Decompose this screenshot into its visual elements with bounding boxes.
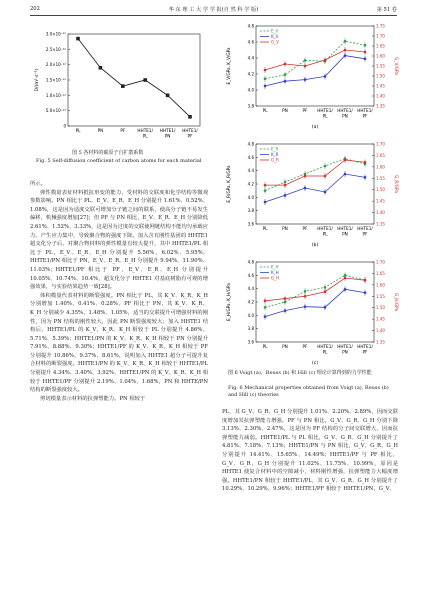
data-point <box>284 63 287 66</box>
data-point <box>364 291 367 294</box>
data-point <box>304 175 307 178</box>
data-point <box>264 78 267 81</box>
y-tick-label: 4.6 <box>247 154 254 160</box>
y2-tick-label: 1.60 <box>376 53 385 59</box>
y2-tick-label: 1.70 <box>376 33 385 39</box>
data-point <box>324 175 327 178</box>
y2-tick-label: 1.50 <box>376 187 385 193</box>
data-point <box>264 315 267 318</box>
y2-tick-label: 1.65 <box>376 152 385 158</box>
fig6b-reuss-chart <box>220 140 400 250</box>
data-point <box>264 85 267 88</box>
y2-tick-label: 1.45 <box>376 83 385 89</box>
y-tick-label: 3.6 <box>247 221 254 227</box>
data-point <box>284 80 287 83</box>
y-axis-label: E_R/GPa, K_R/GPa <box>226 165 231 203</box>
y2-tick-label: 1.45 <box>376 316 385 322</box>
y-tick-label: 4.4 <box>247 55 254 61</box>
panel-label: (b) <box>311 243 319 248</box>
fig6-caption-cn: 图 6 Voigt (a)、Reuss (b) 和 Hill (c) 理论计算得到的力学性能 <box>228 370 372 376</box>
y-axis-label: E_V/GPa, K_V/GPa <box>226 47 231 85</box>
y2-tick-label: 1.70 <box>376 259 385 265</box>
data-line <box>78 39 190 117</box>
x-tick-label: HHTE1/ <box>357 226 373 231</box>
paragraph: PL，其 G_V、G_R、G_H 分别提升 1.01%、2.20%、2.89%，因而交联度增加其抗弹塑能力增强。PF 与 PN 相比，G_V、G_R、G_H 分别下降 3.13%、2.30%、2.47%，这是因为 PF 结构的分子间交联增大，因而抗弹塑能力减弱。HHTE1/PL 与 PL 相比，G_V、G_R、G_H 分别提升了 4.81%、7.18%、7.13%；HHTE1/PN 与 PN 相比，G_V、G_R、G_H 分别提升 14.41%、15.65%、14.49%；HHTE1/PF 与 PF 相比，G_V、G_R、G_H 分别提升 11.02%、11.75%、10.99%，原因是 HHTE1 使复合材料中的空隙减小，材料刚性增强，抗弹塑能力大幅度增强。HHTE1/PN 相较于 HHTE1/PL，其 G_V、G_R、G_H 分别提升了 10.29%、10.29%、9.96%；HHTE1/PF 相较于 HHTE1/PN，G_V、 <box>222 409 398 493</box>
y2-axis-label: G_V/GPa <box>394 57 399 75</box>
data-point <box>344 159 347 162</box>
legend-label: K_V <box>271 34 279 39</box>
x-tick-label: HHTE1/ <box>337 344 353 349</box>
data-point <box>344 288 347 291</box>
data-point <box>188 115 192 119</box>
data-point <box>304 305 307 308</box>
y2-tick-label: 1.70 <box>376 141 385 147</box>
y-tick-label: 3.8 <box>247 208 254 214</box>
legend-label: E_R <box>271 146 279 152</box>
data-point <box>143 78 147 82</box>
data-point <box>324 286 327 289</box>
data-point <box>264 300 267 303</box>
legend-label: G_V <box>271 39 279 45</box>
x-tick-label: PL <box>322 349 328 355</box>
fig5-diffusion-chart <box>30 28 210 150</box>
data-point <box>264 306 267 309</box>
data-point <box>344 277 347 280</box>
y2-tick-label: 1.35 <box>376 339 385 345</box>
data-point <box>304 59 307 62</box>
series-line-1 <box>265 174 365 202</box>
fig5-caption-en: Fig. 5 Self-diffusion coefficient of carbon atoms for each material <box>36 158 202 164</box>
data-point <box>364 44 367 47</box>
y-tick-label: 4.8 <box>247 23 254 29</box>
paragraph: 弹性模量表征材料抵抗形变的能力，受材料的交联度和化学结构等微观参数影响。PN 相比于 PL，E_V、E_R、E_H 分别提升 1.61%、0.52%、1.08%，这是因为适度交联可增加分子链之间的联系，使高分子链不易发生偏移，机械强度增加[27]；但 PF 与 PN 相比，E_V、E_R、E_H 分别降低 2.61%、1.52%、3.33%，这是因为过度的交联使网链结构不能均匀承载应力，产生应力集中，导致聚合物的强度下降。加入含有刚性基团的 HHTE1 超支化分子后，对聚合物材料的弹性模量有较大提升，其中 HHTE1/PL 相比于 PL，E_V、E_R、E_H 分别提升 5.56%、6.02%、5.95%；HHTE1/PN 相比于 PN，E_V、E_R、E_H 分别提升 9.94%、11.90%、11.03%；HHTE1/PF 相比于 PF，E_V、E_R、E_H 分别提升 10.05%、10.74%、10.4%，超支化分子 HHTE1 对基底树脂有可观的增强效果，与实验结果趋势一致[28]。 <box>30 189 208 291</box>
x-tick-label: HHTE1/ <box>357 344 373 349</box>
y2-tick-label: 1.65 <box>376 270 385 276</box>
data-point <box>264 189 267 192</box>
page-number: 202 <box>30 6 40 12</box>
header-rule <box>30 15 397 16</box>
data-point <box>324 191 327 194</box>
y2-tick-label: 1.75 <box>376 23 385 29</box>
y-axis-label: D/(m²·s⁻¹) <box>35 68 40 92</box>
y-tick-label: 4.8 <box>247 141 254 147</box>
x-tick-label: PL <box>142 133 148 139</box>
y2-tick-label: 1.65 <box>376 43 385 49</box>
y2-tick-label: 1.55 <box>376 175 385 181</box>
data-point <box>99 66 103 70</box>
y2-tick-label: 1.40 <box>376 210 385 216</box>
data-point <box>324 75 327 78</box>
data-point <box>76 37 80 41</box>
x-tick-label: PN <box>342 349 348 355</box>
y2-tick-label: 1.40 <box>376 93 385 99</box>
plot-frame <box>68 34 200 126</box>
data-point <box>364 279 367 282</box>
data-point <box>344 173 347 176</box>
y2-tick-label: 1.60 <box>376 282 385 288</box>
x-tick-label: PF <box>302 344 308 349</box>
x-tick-label: PF <box>187 133 193 139</box>
y-tick-label: 5.0×10⁻¹³ <box>45 108 66 114</box>
x-tick-label: PL <box>322 113 328 119</box>
data-point <box>121 84 125 88</box>
legend-label: E_V <box>271 28 279 34</box>
legend-label: E_H <box>271 264 279 270</box>
y2-tick-label: 1.60 <box>376 164 385 170</box>
fig6c-hill-chart <box>220 258 400 368</box>
data-point <box>324 306 327 309</box>
y2-axis-label: G_R/GPa <box>394 175 399 193</box>
x-tick-label: PF <box>120 128 126 133</box>
data-point <box>344 54 347 57</box>
y2-tick-label: 1.40 <box>376 328 385 334</box>
y-tick-label: 2.0×10⁻¹² <box>45 62 66 68</box>
data-point <box>364 176 367 179</box>
y-axis-label: E_H/GPa, K_H/GPa <box>226 283 231 321</box>
data-point <box>264 184 267 187</box>
x-tick-label: HHTE1/ <box>357 108 373 113</box>
legend-label: K_R <box>271 152 279 157</box>
y-tick-label: 3.0×10⁻¹² <box>45 31 66 37</box>
data-point <box>264 201 267 204</box>
volume-number: 第 51 卷 <box>376 7 397 13</box>
y-tick-label: 4.8 <box>247 259 254 265</box>
data-point <box>324 165 327 168</box>
x-tick-label: PF <box>302 226 308 231</box>
x-tick-label: HHTE1/ <box>182 128 198 133</box>
body-text-left <box>30 180 208 403</box>
x-tick-label: PF <box>362 113 368 119</box>
x-tick-label: HHTE1/ <box>159 128 176 133</box>
data-point <box>166 94 170 98</box>
x-tick-label: HHTE1/ <box>137 128 153 133</box>
y-tick-label: 4.2 <box>247 71 254 77</box>
data-point <box>304 78 307 81</box>
data-point <box>324 290 327 293</box>
data-point <box>304 295 307 298</box>
x-tick-label: PN <box>282 344 288 349</box>
x-tick-label: HHTE1/ <box>337 226 353 231</box>
y2-tick-label: 1.50 <box>376 305 385 311</box>
y-tick-label: 2.5×10⁻¹² <box>45 46 66 52</box>
y-tick-label: 3.8 <box>247 326 254 332</box>
y2-axis-label: G_H/GPa <box>394 292 399 312</box>
body-text-right <box>222 408 398 494</box>
y-tick-label: 3.8 <box>247 103 254 109</box>
fig6a-voigt-chart <box>220 22 400 132</box>
y2-tick-label: 1.55 <box>376 293 385 299</box>
y-tick-label: 4.6 <box>247 39 254 45</box>
paragraph: 体积模量代表材料的断裂强度。PN 相比于 PL，其 K_V、K_R、K_H 分别增加 1.40%、0.41%、0.28%，PF 相比于 PN，其 K_V、K_R、K_H 分别减少 4.35%、1.48%、1.05%，适当的交联提升可增强材料的刚性，因为 PN 结构的刚性较大，因此 PN 断裂强度较大；加入 HHTE1 结构后，HHTE1/PL 的 K_V、K_R、K_H 相较于 PL 分别提升 4.86%、5.71%、5.39%；HHTE1/PN 的 K_V、K_R、K_H 相较于 PN 分别提升 7.91%、8.88%、9.30%；HHTE1/PF 的 K_V、K_R、K_H 相较于 PF 分别提升 10.86%、9.37%、8.61%，说明加入 HHTE1 超分子可提升复合材料的断裂强度。HHTE1/PN 的 K_V、K_R、K_H 相较于 HHTE1/PL 分别提升 4.34%、3.40%、3.92%，HHTE1/PN 的 K_V、K_R、K_H 相较于 HHTE1/PF 分别提升 2.19%、1.04%、1.68%，PN 和 HHTE/PN 结构的断裂强度较大。 <box>30 292 208 394</box>
y2-tick-label: 1.35 <box>376 103 385 109</box>
panel-label: (c) <box>311 361 319 366</box>
x-tick-label: PL <box>262 108 268 113</box>
data-point <box>344 49 347 52</box>
fig6-caption-en: Fig. 6 Mechanical properties obtained from Voigt (a), Reuss (b) and Hill (c) theories <box>228 385 389 398</box>
y-tick-label: 0 <box>63 123 66 129</box>
data-point <box>364 58 367 61</box>
x-tick-label: PN <box>342 113 348 119</box>
y-tick-label: 3.6 <box>247 339 254 345</box>
paragraph: 剪切模量表示材料的抗弹塑能力。PN 相较于 <box>40 395 146 402</box>
data-point <box>284 297 287 300</box>
y-tick-label: 1.0×10⁻¹² <box>45 92 66 98</box>
y2-tick-label: 1.35 <box>376 221 385 227</box>
series-line-1 <box>265 56 365 86</box>
fig5-caption-cn: 图 5 各材料的碳原子自扩散系数 <box>72 150 144 156</box>
x-tick-label: PF <box>362 349 368 355</box>
x-tick-label: PL <box>262 226 268 231</box>
x-tick-label: PL <box>262 344 268 349</box>
data-point <box>284 74 287 77</box>
series-line-2 <box>265 50 365 70</box>
journal-title: 华 东 理 工 大 学 学 报(自 然 科 学 版) <box>168 7 259 13</box>
x-tick-label: PF <box>302 108 308 113</box>
x-tick-label: PN <box>282 108 288 113</box>
data-point <box>264 69 267 72</box>
y-tick-label: 4.4 <box>247 168 254 174</box>
y2-tick-label: 1.50 <box>376 73 385 79</box>
x-tick-label: PN <box>342 231 348 237</box>
y-tick-label: 4.0 <box>247 194 254 200</box>
x-tick-label: PL <box>322 231 328 237</box>
x-tick-label: HHTE1/ <box>317 226 333 231</box>
y2-tick-label: 1.45 <box>376 198 385 204</box>
y-tick-label: 1.5×10⁻¹² <box>45 77 66 83</box>
legend-label: K_H <box>271 270 279 275</box>
data-point <box>364 51 367 54</box>
x-tick-label: PF <box>362 231 368 237</box>
legend-label: G_H <box>271 275 280 281</box>
paragraph: 所示。 <box>30 181 46 187</box>
x-tick-label: HHTE1/ <box>317 108 333 113</box>
series-line-2 <box>265 157 365 185</box>
data-point <box>284 184 287 187</box>
x-tick-label: HHTE1/ <box>317 344 333 349</box>
panel-label: (a) <box>311 125 319 130</box>
y-tick-label: 4.2 <box>247 181 254 187</box>
series-line-0 <box>265 41 365 79</box>
x-tick-label: PL <box>75 128 81 133</box>
data-point <box>304 290 307 293</box>
x-tick-label: HHTE1/ <box>337 108 353 113</box>
y-tick-label: 4.4 <box>247 286 254 292</box>
y-tick-label: 4.6 <box>247 272 254 278</box>
legend-label: G_R <box>271 157 279 163</box>
x-tick-label: PN <box>164 133 171 139</box>
data-point <box>364 161 367 164</box>
y-tick-label: 4.2 <box>247 299 254 305</box>
data-point <box>344 40 347 43</box>
series-line-0 <box>265 275 365 307</box>
x-tick-label: PN <box>97 128 104 133</box>
data-point <box>284 194 287 197</box>
y2-tick-label: 1.55 <box>376 63 385 69</box>
y-tick-label: 4.0 <box>247 312 254 318</box>
y-tick-label: 4.0 <box>247 87 254 93</box>
data-point <box>324 59 327 62</box>
data-point <box>304 65 307 68</box>
data-point <box>304 187 307 190</box>
data-point <box>284 309 287 312</box>
x-tick-label: PN <box>282 226 288 231</box>
